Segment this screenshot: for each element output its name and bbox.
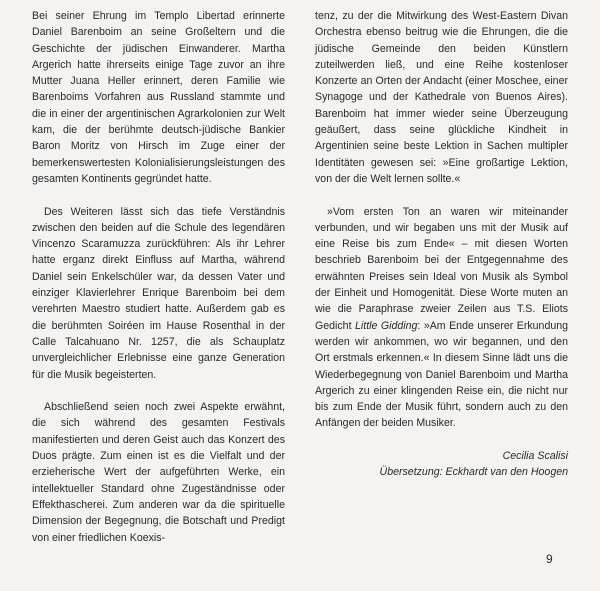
paragraph-aspekte: Abschließend seien noch zwei Aspekte erwähnt, die sich während des gesamten Festivals manifestierten und deren Geist auch das Konzert des Duos prägte. Zum einen ist es die Vielfalt und der erzieherische Wert der aufgeführten Werke, ein intellektueller Standard ohne Zugeständnisse oder Effekthascherei. Zum anderen war da die spirituelle Dimension der Begegnung, die Botschaft und Predigt von einer friedlichen Koexis- — [32, 401, 285, 544]
paragraph-erster-ton — [315, 204, 568, 432]
paragraph-ehrung: Bei seiner Ehrung im Templo Libertad erinnerte Daniel Barenboim an seine Großeltern und die Geschichte der jüdischen Einwanderer. Martha Argerich hatte ihrerseits einige Tage zuvor an ihre Mutter Juana Heller erinnert, deren Familie wie Barenboims Vorfahren aus Russland stammte und die in einer der argentinischen Agrarkolonien zur Welt kam, die der berühmte deutsch-jüdische Bankier Baron Moritz von Hirsch im Zuge einer der bemerkenswertesten Kolonialisierungsleistungen des gesamten Kontinents gegründet hatte. — [32, 10, 285, 185]
closing-text-before: »Vom ersten Ton an waren wir miteinander verbunden, und wir begaben uns mit der Musik auf eine Reise bis zum Ende« – mit diesen Worten beschrieb Barenboim bei der Entgegennahme des erwähnten Preises sein Ideal von Musik als Symbol der Einheit und Homogenität. Diese Worte muten an wie die Paraphrase zweier Zeilen aus T.S. Eliots Gedicht — [315, 205, 568, 332]
poem-title: Little Gidding — [355, 319, 418, 332]
translator-credit: Übersetzung: Eckhardt van den Hoogen — [379, 466, 568, 479]
left-column — [32, 8, 285, 546]
right-column — [315, 8, 568, 481]
paragraph-verstaendnis: Des Weiteren lässt sich das tiefe Verständnis zwischen den beiden auf die Schule des legendären Vincenzo Scaramuzza zurückführen: Als ihr Lehrer hatte erganz direkt Einfluss auf Martha, während Daniel sein Enkelschüler war, da dessen Vater und einziger Klavierlehrer Enrique Barenboim bei dem verehrten Maestro studiert hatte. Außerdem gab es die berühmten Soiréen im Hause Rosenthal in der Calle Talcahuano Nr. 1257, die als Schauplatz unvergleichlicher Erlebnisse eine ganze Generation für die Musik begeisterten. — [32, 205, 285, 381]
author-name: Cecilia Scalisi — [502, 450, 568, 463]
page-number: 9 — [546, 552, 553, 566]
closing-text-after: : »Am Ende unserer Erkundung werden wir ankommen, wo wir begannen, und den Ort erstmals erkennen.« In diesem Sinne lädt uns die Wiederbegegnung von Daniel Barenboim und Martha Argerich zu einer klingenden Reise ein, die nicht nur bis zum Ende der Musik führt, sondern auch zu den Anfängen der beiden Musiker. — [315, 319, 569, 430]
paragraph-koexistenz: tenz, zu der die Mitwirkung des West-Eastern Divan Orchestra ebenso beitrug wie die Ehrungen, die die jüdische Gemeinde den beiden Künstlern zuteilwerden ließ, und eine Reihe kostenloser Konzerte an Orten der Andacht (einer Moschee, einer Synagoge und der Kathedrale von Buenos Aires). Barenboim hat immer wieder seine Überzeugung geäußert, dass seine glückliche Kindheit in Argentinien seine beste Lektion in Sachen multipler Identitäten gewesen sei: »Eine großartige Lektion, von der die Welt lernen sollte.« — [315, 10, 568, 185]
